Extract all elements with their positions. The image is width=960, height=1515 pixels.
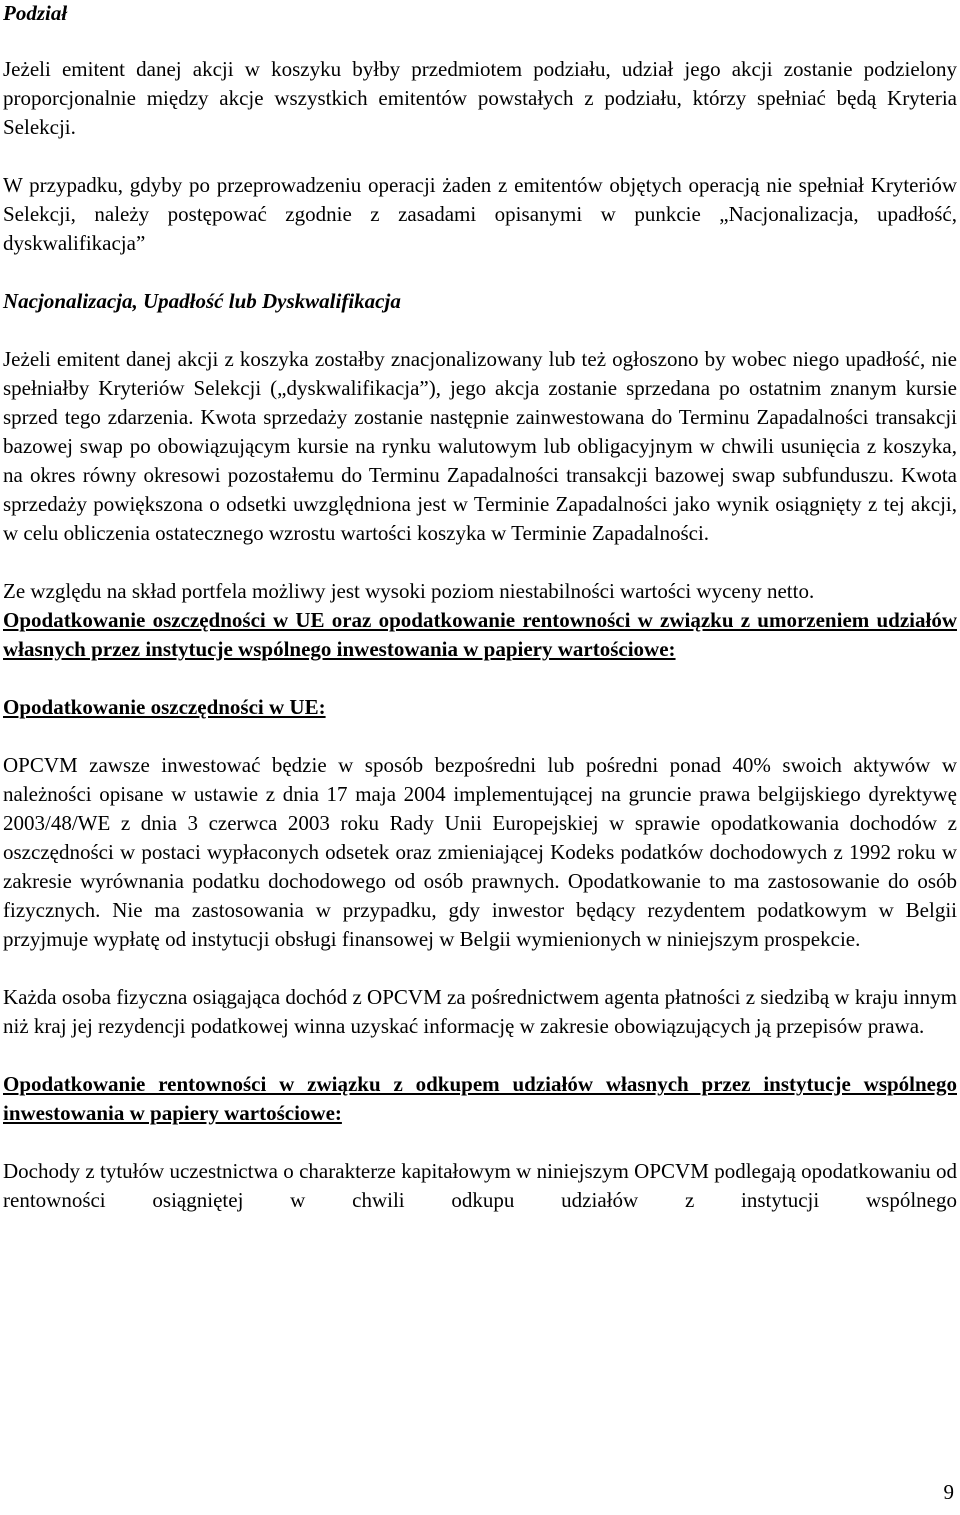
subsection-heading-rentownosc: Opodatkowanie rentowności w związku z odkupem udziałów własnych przez instytucje wspólnego inwestowania w papiery wartościowe: xyxy=(3,1072,957,1125)
section-heading-opodatkowanie: Opodatkowanie oszczędności w UE oraz opodatkowanie rentowności w związku z umorzeniem udziałów własnych przez instytucje wspólnego inwestowania w papiery wartościowe: xyxy=(3,608,957,661)
subsection-heading-ue: Opodatkowanie oszczędności w UE: xyxy=(3,695,326,719)
paragraph-nacjonalizacja-2: Ze względu na skład portfela możliwy jest wysoki poziom niestabilności wartości wyceny netto. xyxy=(3,579,815,603)
section-heading-nacjonalizacja: Nacjonalizacja, Upadłość lub Dyskwalifikacja xyxy=(3,289,401,313)
paragraph-ue-1: OPCVM zawsze inwestować będzie w sposób bezpośredni lub pośredni ponad 40% swoich aktywów w należności opisane w ustawie z dnia 17 maja 2004 implementującej na gruncie prawa belgijskiego dyrektywę 2003/48/WE z dnia 3 czerwca 2003 roku Rady Unii Europejskiej w sprawie opodatkowania dochodów z oszczędności w postaci wypłaconych odsetek oraz zmieniającej Kodeks podatków dochodowych z 1992 roku w zakresie wyrównania podatku dochodowego od osób prawnych. Opodatkowanie to ma zastosowanie do osób fizycznych. Nie ma zastosowania w przypadku, gdy inwestor będący rezydentem podatkowym w Belgii przyjmuje wypłatę od instytucji obsługi finansowej w Belgii wymienionych w niniejszym prospekcie. xyxy=(3,753,957,951)
paragraph-ue-2: Każda osoba fizyczna osiągająca dochód z OPCVM za pośrednictwem agenta płatności z siedzibą w kraju innym niż kraj jej rezydencji podatkowej winna uzyskać informację w zakresie obowiązujących ją przepisów prawa. xyxy=(3,985,957,1038)
paragraph-rentownosc-1: Dochody z tytułów uczestnictwa o charakterze kapitałowym w niniejszym OPCVM podlegają opodatkowaniu od rentowności osiągniętej w chwili odkupu udziałów z instytucji wspólnego xyxy=(3,1159,957,1212)
paragraph-podzial-1: Jeżeli emitent danej akcji w koszyku byłby przedmiotem podziału, udział jego akcji zostanie podzielony proporcjonalnie między akcje wszystkich emitentów powstałych z podziału, którzy spełniać będą Kryteria Selekcji. xyxy=(3,57,957,139)
page-number: 9 xyxy=(943,1480,954,1504)
section-heading-podzial: Podział xyxy=(3,1,68,25)
paragraph-podzial-2: W przypadku, gdyby po przeprowadzeniu operacji żaden z emitentów objętych operacją nie spełniał Kryteriów Selekcji, należy postępować zgodnie z zasadami opisanymi w punkcie „Nacjonalizacja, upadłość, dyskwalifikacja” xyxy=(3,173,957,255)
paragraph-nacjonalizacja-1: Jeżeli emitent danej akcji z koszyka zostałby znacjonalizowany lub też ogłoszono by wobec niego upadłość, nie spełniałby Kryteriów Selekcji („dyskwalifikacja”), jego akcja zostanie sprzedana po ostatnim znanym kursie sprzed tego zdarzenia. Kwota sprzedaży zostanie następnie zainwestowana do Terminu Zapadalności transakcji bazowej swap po obowiązującym kursie na rynku walutowym lub obligacyjnym w chwili usunięcia z koszyka, na okres równy okresowi pozostałemu do Terminu Zapadalności transakcji bazowej swap subfunduszu. Kwota sprzedaży powiększona o odsetki uwzględniona jest w Terminie Zapadalności jako wynik osiągnięty z tej akcji, w celu obliczenia ostatecznego wzrostu wartości koszyka w Terminie Zapadalności. xyxy=(3,347,957,545)
document-page xyxy=(3,0,957,1215)
